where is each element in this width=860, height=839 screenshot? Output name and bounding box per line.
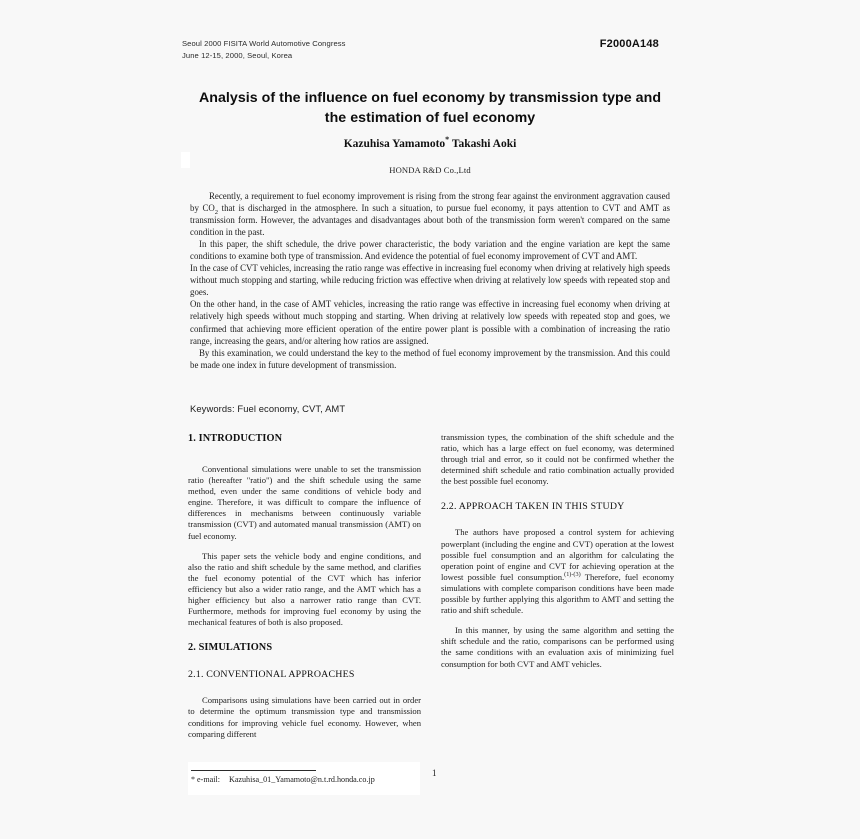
approach-paragraph-2: In this manner, by using the same algorithm and setting the shift schedule and the ratio, comparisons can be performed using the same conditions with an evaluation axis of minimizing fuel consumption for both CVT and AMT vehicles. bbox=[441, 625, 674, 669]
paper-title: Analysis of the influence on fuel economy by transmission type and the estimation of fuel economy bbox=[198, 90, 662, 126]
author-footnote-marker: * bbox=[445, 135, 450, 145]
abstract-paragraph-3: In the case of CVT vehicles, increasing the ratio range was effective in increasing fuel economy when driving at relatively high speeds without much stopping and starting, while reducing friction was effective when driving at relatively low speeds with repeated stop and goes. bbox=[190, 263, 670, 298]
heading-introduction: 1. INTRODUCTION bbox=[188, 433, 283, 444]
approach-p1-part-b: Therefore, fuel economy simulations with complete comparison conditions have been made possible by further applying this algorithm to AMT and setting the ratio and shift schedule. bbox=[441, 571, 674, 616]
spacer bbox=[188, 682, 421, 695]
running-head bbox=[182, 38, 678, 61]
article-content bbox=[182, 0, 678, 839]
spacer bbox=[441, 616, 674, 625]
conference-name: Seoul 2000 FISITA World Automotive Congress bbox=[182, 39, 346, 48]
footnote-marker: * bbox=[191, 775, 196, 784]
conference-date-location: June 12-15, 2000, Seoul, Korea bbox=[182, 50, 293, 60]
co2-subscript: 2 bbox=[214, 208, 219, 216]
author-secondary: Takashi Aoki bbox=[449, 138, 517, 150]
intro-paragraph-1: Conventional simulations were unable to set the transmission ratio (hereafter "ratio") and the shift schedule using the same method, even under the same conditions of vehicle body and engine. Therefore, it was difficult to compare the influence of differences in mechanisms between continuously variable transmission (CVT) and automated manual transmission (AMT) on fuel economy. bbox=[188, 464, 421, 541]
spacer bbox=[188, 628, 421, 641]
intro-paragraph-2: This paper sets the vehicle body and engine conditions, and also the ratio and shift schedule by the same method, and clarifies the fuel economy potential of the CVT which has inferior efficiency but also a wider ratio range, and the AMT which has a higher efficiency but also a narrower ratio range than CVT. Furthermore, methods for improving fuel economy by using the mechanical features of both is also proposed. bbox=[188, 550, 421, 628]
abstract-paragraph-1 bbox=[190, 190, 670, 238]
heading-approach-taken: 2.2. APPROACH TAKEN IN THIS STUDY bbox=[441, 501, 625, 513]
spacer bbox=[188, 446, 421, 464]
approach-paragraph-1 bbox=[441, 527, 674, 616]
page-number: 1 bbox=[432, 768, 437, 778]
abstract-paragraph-4: On the other hand, in the case of AMT vehicles, increasing the ratio range was effective in increasing fuel economy when driving at relatively high speeds without much stopping and starting. When driving at relatively low speeds with repeated stop and goes, we confirmed that achieving more efficient operation of the entire power plant is possible with a combination of increasing the ratio range, increasing the gears, and/or altering how ratios are assigned. bbox=[190, 299, 670, 346]
affiliation: HONDA R&D Co.,Ltd bbox=[389, 165, 471, 175]
conventional-approaches-paragraph: Comparisons using simulations have been carried out in order to determine the optimum transmission type and transmission conditions for improving vehicle fuel economy. However, when comparing different bbox=[188, 695, 421, 739]
heading-conventional-approaches: 2.1. CONVENTIONAL APPROACHES bbox=[188, 669, 355, 681]
citation-reference: (1)-(3) bbox=[564, 570, 581, 578]
abstract bbox=[190, 190, 670, 371]
keywords-line: Keywords: Fuel economy, CVT, AMT bbox=[190, 403, 346, 414]
spacer bbox=[441, 487, 674, 500]
conference-info bbox=[182, 38, 346, 61]
footnote-label: e-mail: bbox=[197, 775, 220, 784]
spacer bbox=[188, 655, 421, 668]
footnote-email-address: Kazuhisa_01_Yamamoto@n.t.rd.honda.co.jp bbox=[228, 775, 375, 784]
abstract-paragraph-5: By this examination, we could understand the key to the method of fuel economy improvement by the transmission. And this could be made one index in future development of transmission. bbox=[190, 347, 670, 370]
abstract-p1-part-a: Recently, a requirement to fuel economy improvement is rising from the strong fear against the environment aggravation caused by CO bbox=[190, 191, 670, 214]
author-list bbox=[194, 135, 666, 150]
abstract-paragraph-2: In this paper, the shift schedule, the drive power characteristic, the body variation and the engine variation are kept the same conditions to examine both type of transmission. And evidence the potential of fuel economy improvement of CVT and AMT. bbox=[190, 239, 670, 262]
author-primary: Kazuhisa Yamamoto bbox=[343, 138, 446, 150]
footnote-email bbox=[191, 774, 375, 786]
approach-p1-part-a: The authors have proposed a control system for achieving powerplant (including the engine and CVT) operation at the lowest possible fuel consumption and an algorithm for calculating the operation point of engine and CVT for achieving operation at the lowest possible fuel consumption. bbox=[441, 527, 674, 582]
heading-simulations: 2. SIMULATIONS bbox=[188, 642, 273, 654]
footnote-separator-rule bbox=[191, 770, 316, 771]
body-column-right bbox=[441, 432, 674, 670]
spacer bbox=[188, 542, 421, 551]
body-column-left bbox=[188, 432, 421, 740]
abstract-p1-part-b: that is discharged in the atmosphere. In such a situation, to pursue fuel economy, it pays attention to CVT and AMT as transmission form. However, the advantages and disadvantages about both of the transmission form weren't compared on the same condition in the past. bbox=[190, 203, 670, 238]
scan-artifact bbox=[181, 152, 190, 168]
spacer bbox=[441, 514, 674, 527]
paper-id: F2000A148 bbox=[599, 38, 659, 50]
conventional-approaches-continuation: transmission types, the combination of the shift schedule and the ratio, which has a large effect on fuel economy, was determined through trial and error, so it could not be confirmed whether the determined shift schedule and ratio combination actually provided the best possible fuel economy. bbox=[441, 432, 674, 487]
